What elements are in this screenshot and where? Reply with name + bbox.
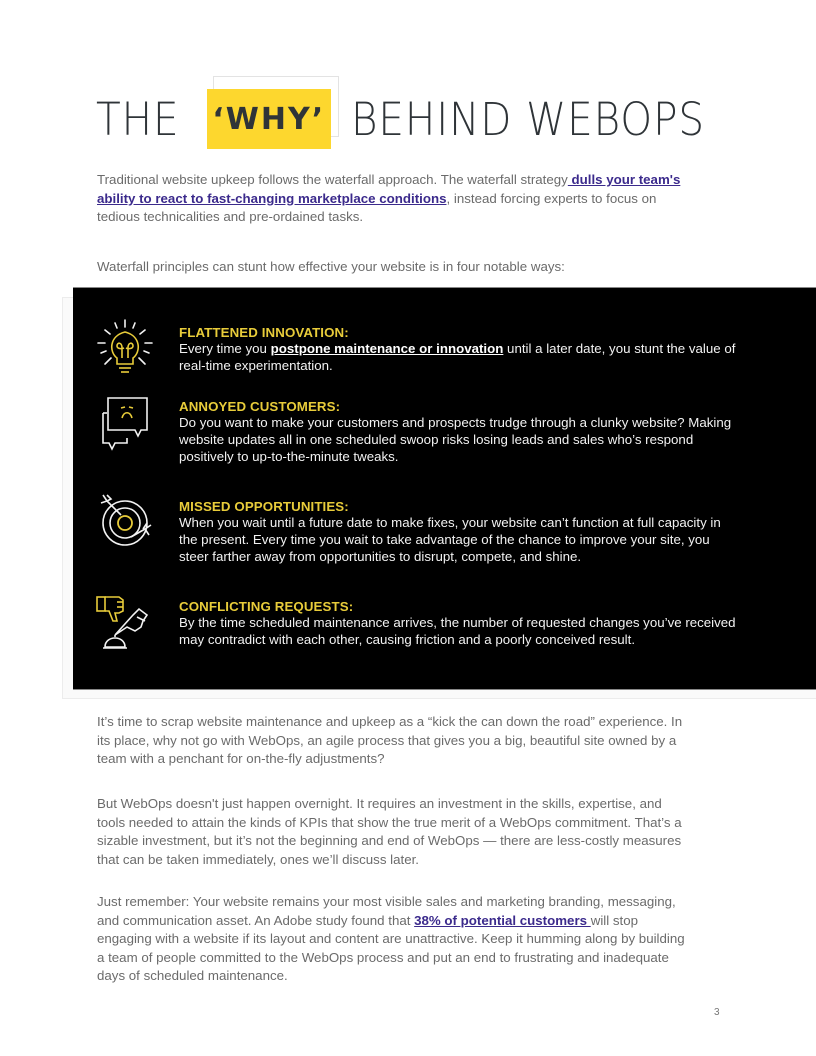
- intro-paragraph: [97, 171, 687, 227]
- page-title: [96, 88, 744, 150]
- thumbs-down-bell-icon: [95, 591, 155, 651]
- postpone-maintenance-link[interactable]: postpone maintenance or innovation: [270, 341, 504, 356]
- way-missed-opportunities: [179, 498, 739, 565]
- closing-paragraph-3: [97, 893, 687, 986]
- closing-text: Just remember: Your website remains your most visible sales and marketing branding, messaging, and communication asset. An Adobe study found that: [97, 894, 676, 928]
- adobe-study-link[interactable]: 38% of potential customers: [414, 912, 591, 928]
- page-number: 3: [714, 1007, 720, 1018]
- intro-text-end: , instead forcing experts to focus on tedious technicalities and pre-ordained tasks.: [97, 190, 657, 225]
- target-arrows-icon: [95, 491, 155, 551]
- way-body-text: Every time you: [179, 341, 271, 356]
- intro-text: Traditional website upkeep follows the waterfall approach. The waterfall strategy: [97, 172, 568, 187]
- way-body: By the time scheduled maintenance arrives, the number of requested changes you’ve received may contradict with each other, causing friction and a poorly conceived result.: [179, 615, 736, 647]
- way-heading: ANNOYED CUSTOMERS:: [179, 399, 341, 414]
- way-heading: MISSED OPPORTUNITIES:: [179, 499, 349, 514]
- closing-text-end: will stop engaging with a website if its layout and content are unattractive. Keep it humming along by building a team of people committed to the WebOps process and put an end to frustrating and inadequate days of scheduled maintenance.: [97, 912, 685, 984]
- frowning-chat-bubbles-icon: [95, 394, 155, 454]
- title-the: THE: [96, 92, 180, 146]
- dulls-ability-link[interactable]: dulls your team's ability to react to fast-changing marketplace conditions: [97, 172, 681, 206]
- closing-paragraph-1: It’s time to scrap website maintenance and upkeep as a “kick the can down the road” experience. In its place, why not go with WebOps, an agile process that gives you a big, beautiful site owned by a team with a penchant for on-the-fly adjustments?: [97, 714, 683, 767]
- way-heading: FLATTENED INNOVATION:: [179, 325, 349, 340]
- four-ways-callout: [73, 287, 816, 690]
- way-heading: CONFLICTING REQUESTS:: [179, 599, 354, 614]
- why-highlight: [207, 89, 335, 149]
- four-ways-intro: Waterfall principles can stunt how effective your website is in four notable ways:: [97, 259, 565, 274]
- lightbulb-icon: [95, 318, 155, 378]
- way-body: Do you want to make your customers and prospects trudge through a clunky website? Making website updates all in one scheduled swoop risks losing leads and sales who’s respond positively to up-to-the-minute tweaks.: [179, 415, 732, 464]
- why-label: ‘WHY’: [207, 89, 331, 149]
- way-body: When you wait until a future date to make fixes, your website can’t function at full capacity in the present. Every time you wait to take advantage of the chance to improve your site, you steer farther away from opportunities to disrupt, compete, and shine.: [179, 515, 721, 564]
- way-conflicting-requests: [179, 598, 739, 649]
- way-body: [179, 341, 739, 375]
- way-body-text-end: until a later date, you stunt the value of real-time experimentation.: [179, 341, 736, 373]
- way-flattened-innovation: [179, 324, 739, 375]
- closing-paragraph-2: But WebOps doesn't just happen overnight. It requires an investment in the skills, expertise, and tools needed to attain the kinds of KPIs that show the true merit of a WebOps commitment. That’s a sizable investment, but it’s not the beginning and end of WebOps — there are less-costly measures that can be taken immediately, ones we’ll discuss later.: [97, 796, 682, 867]
- title-behind-webops: BEHIND WEBOPS: [350, 92, 705, 146]
- way-annoyed-customers: [179, 398, 739, 465]
